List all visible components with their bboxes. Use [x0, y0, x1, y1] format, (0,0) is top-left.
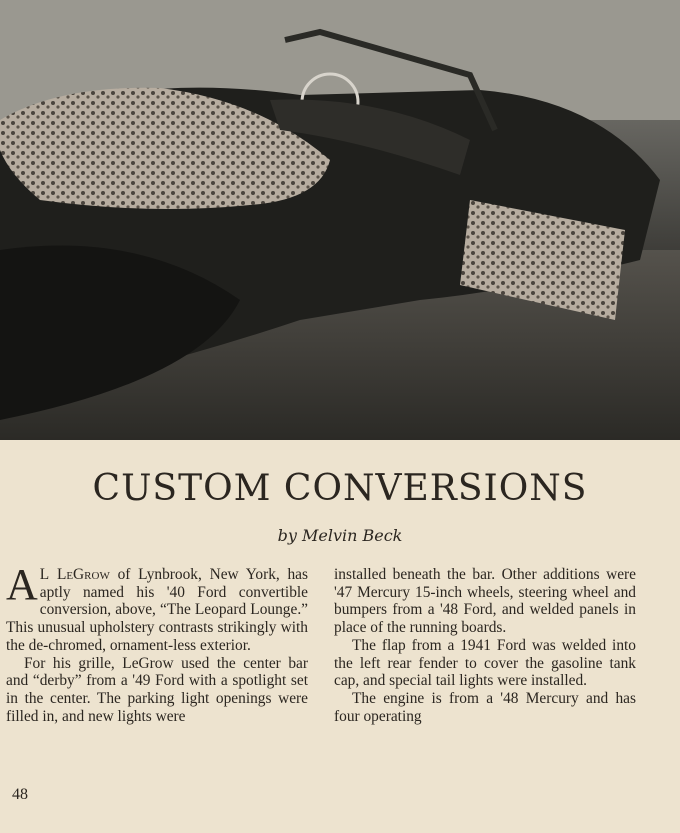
- article-byline: by Melvin Beck: [277, 526, 403, 545]
- article-column-right: [334, 566, 636, 725]
- article-paragraph: The flap from a 1941 Ford was welded into the left rear fender to cover the gasoline tank cap, and special tail lights were installed.: [334, 636, 636, 690]
- page-number: 48: [12, 786, 28, 803]
- article-paragraph: For his grille, LeGrow used the center bar and “derby” from a '49 Ford with a spotlight set in the center. The parking light openings were filled in, and new lights were: [6, 654, 308, 725]
- article-paragraph: The engine is from a '48 Mercury and has four operating: [334, 689, 636, 725]
- first-word-rest: L: [39, 566, 50, 583]
- paragraph-text: of Lynbrook, New York, has aptly named his '40 Ford convertible conversion, above, “The Leopard Lounge.” This unusual upholstery contrasts strikingly with the de-chromed, ornament-less exterior.: [6, 566, 308, 654]
- article-column-left: [6, 560, 308, 725]
- drop-cap: A: [6, 560, 38, 609]
- article-paragraph: installed beneath the bar. Other additions were '47 Mercury 15-inch wheels, steering wheel and bumpers from a '48 Ford, and welded panels in place of the running boards.: [334, 566, 636, 637]
- article-paragraph: [6, 560, 308, 655]
- first-name: LeGrow: [56, 566, 110, 583]
- article-title: CUSTOM CONVERSIONS: [92, 468, 588, 509]
